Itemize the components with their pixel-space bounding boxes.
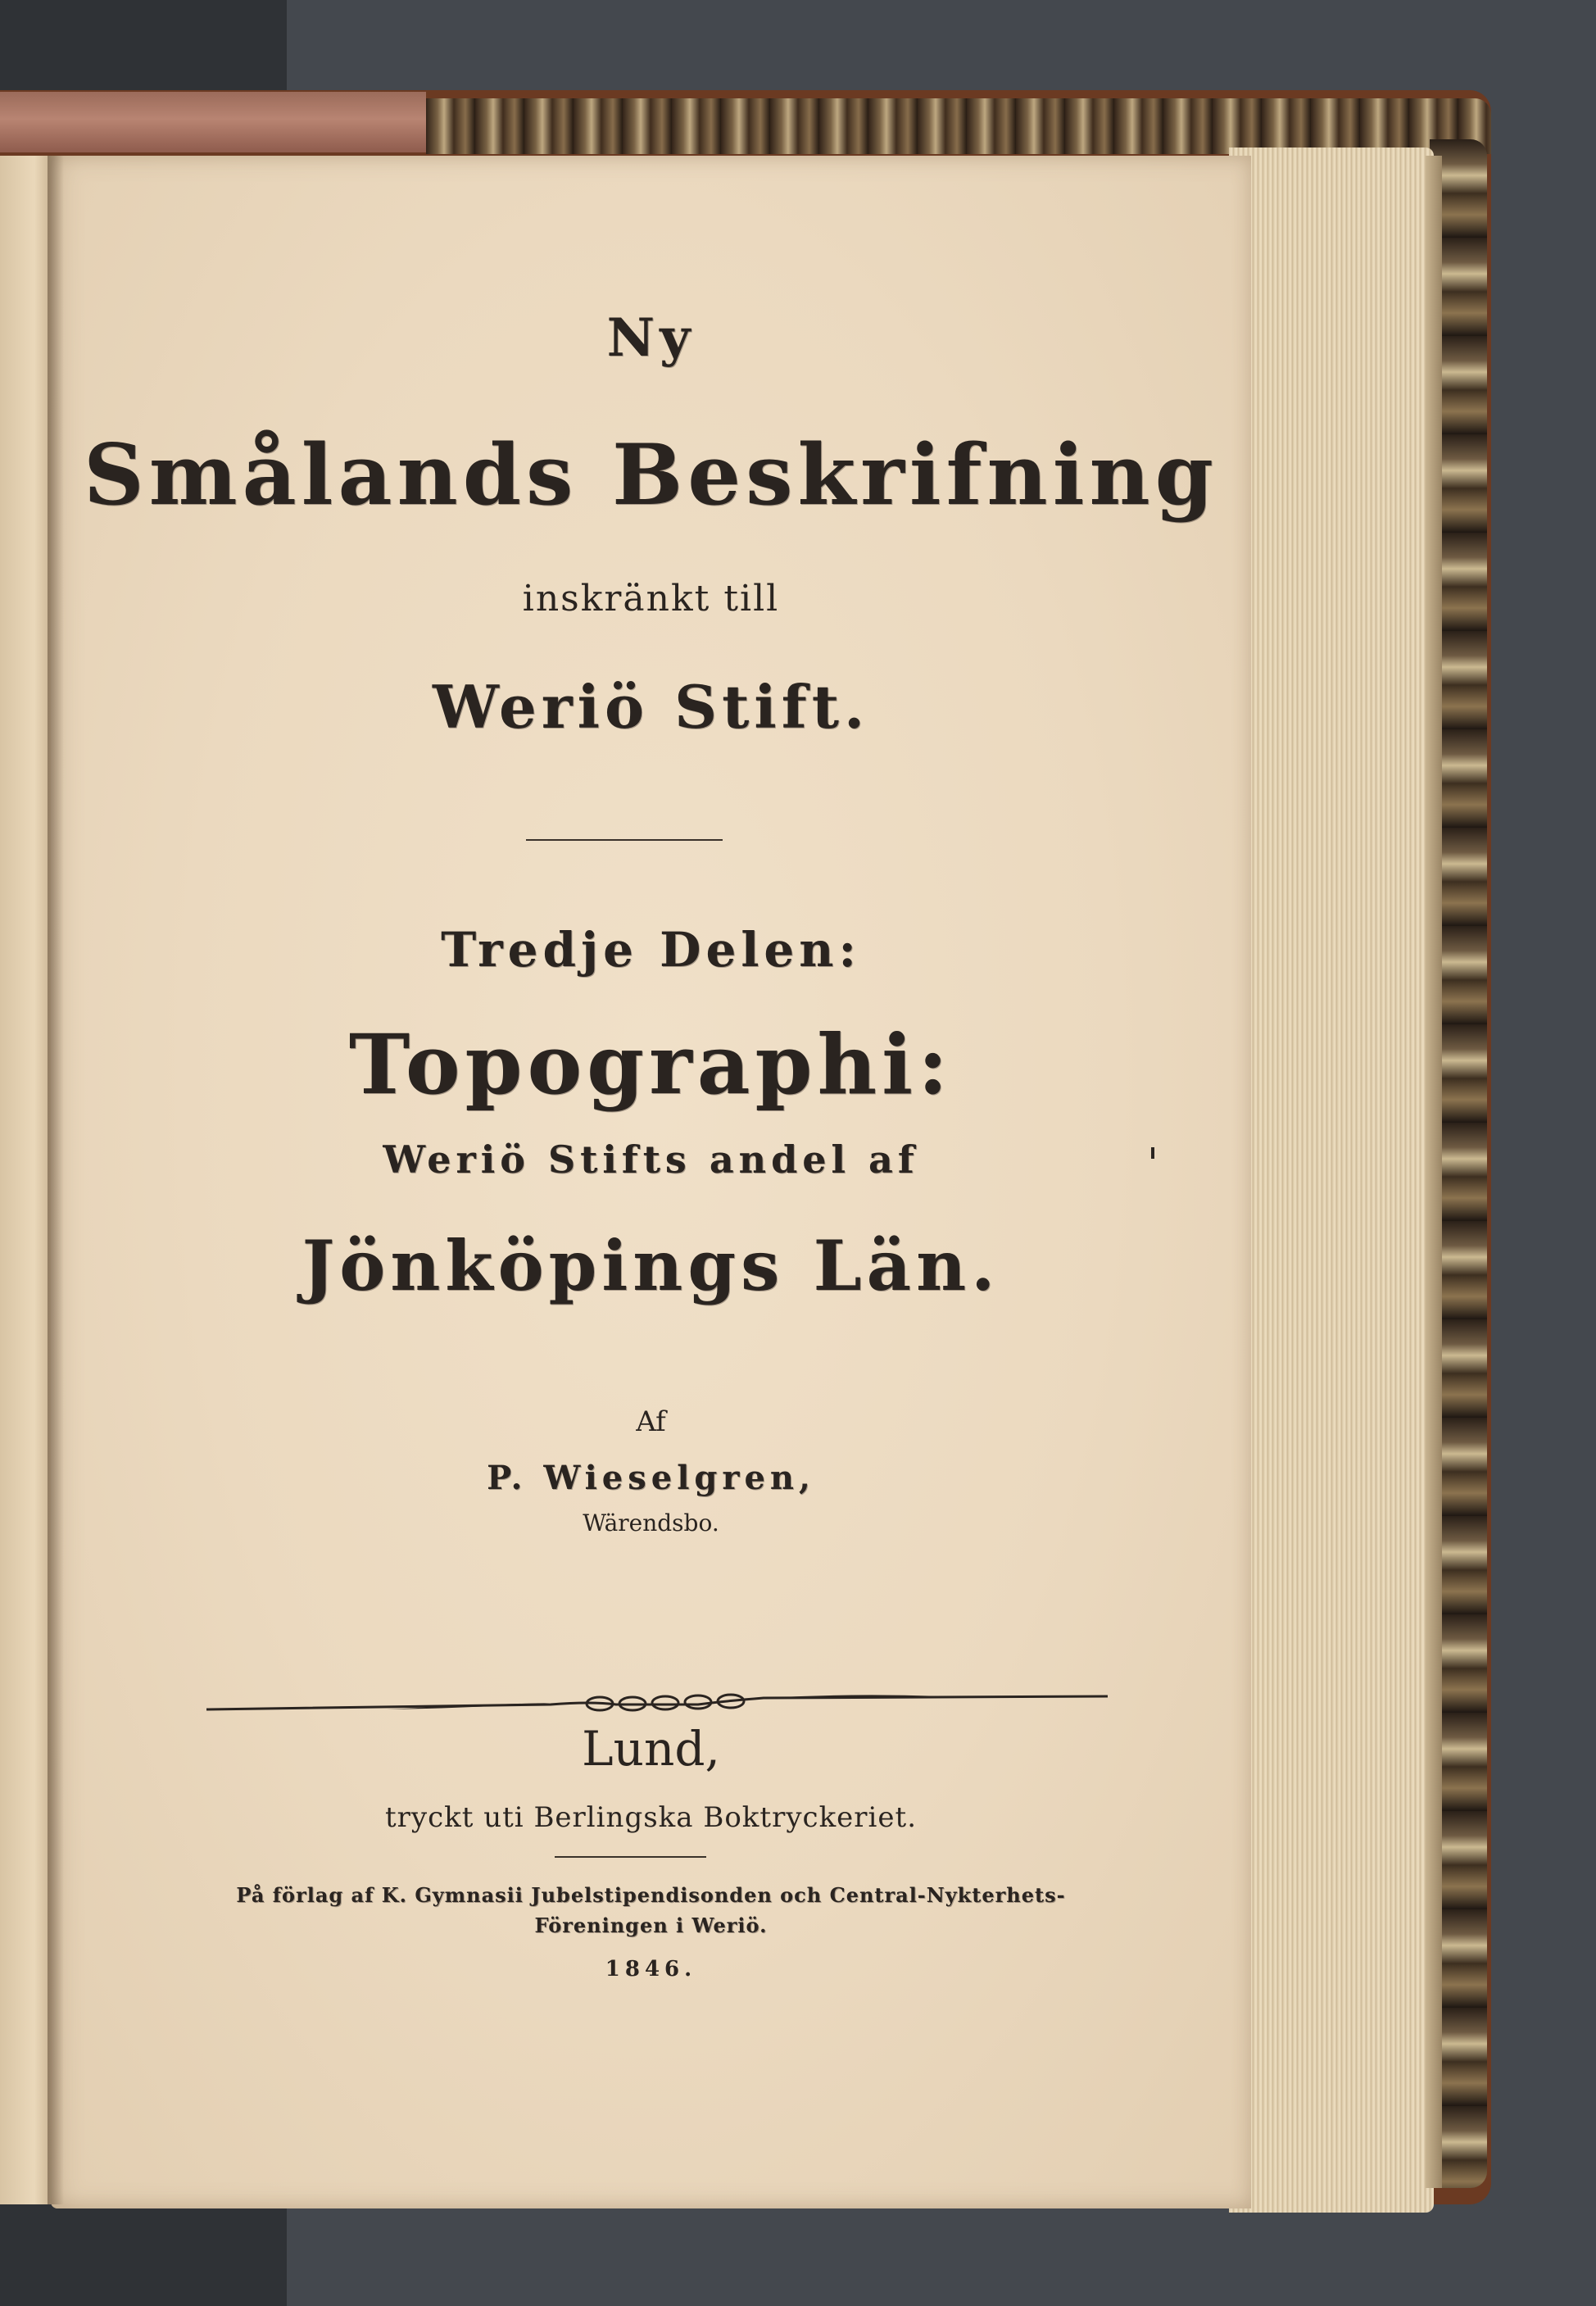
- publisher-line-1: På förlag af K. Gymnasii Jubelstipendisonden och Central-Nykterhets-: [236, 1883, 1066, 1907]
- publication-year: 1846.: [605, 1957, 697, 1981]
- title-page: [51, 156, 1251, 2208]
- subtitle-inskrankt: inskränkt till: [522, 578, 780, 620]
- title-ny: Ny: [606, 307, 696, 369]
- imprint-printer: tryckt uti Berlingska Boktryckeriet.: [384, 1801, 918, 1834]
- andel-line: Weriö Stifts andel af: [383, 1137, 919, 1182]
- marbled-edge-top: [426, 98, 1491, 154]
- topographi-heading: Topographi:: [348, 1016, 954, 1113]
- main-title: Smålands Beskrifning: [84, 426, 1218, 524]
- author-origin: Wärendsbo.: [583, 1509, 719, 1537]
- county-heading: Jönköpings Län.: [302, 1225, 1000, 1306]
- publisher-line-2: Föreningen i Weriö.: [534, 1913, 768, 1937]
- headband: [0, 92, 426, 152]
- divider-rule: [526, 839, 723, 841]
- author-name: P. Wieselgren,: [487, 1459, 815, 1497]
- page-block-shadow: [1426, 156, 1442, 2188]
- subtitle-stift: Weriö Stift.: [432, 672, 870, 742]
- part-heading: Tredje Delen:: [441, 922, 861, 978]
- page-block-edge: [1229, 148, 1434, 2213]
- imprint-place: Lund,: [582, 1721, 720, 1777]
- page-gutter-shadow: [48, 156, 64, 2204]
- by-line: Af: [636, 1405, 666, 1438]
- ink-speck: [1151, 1147, 1154, 1159]
- divider-rule-2: [555, 1856, 706, 1858]
